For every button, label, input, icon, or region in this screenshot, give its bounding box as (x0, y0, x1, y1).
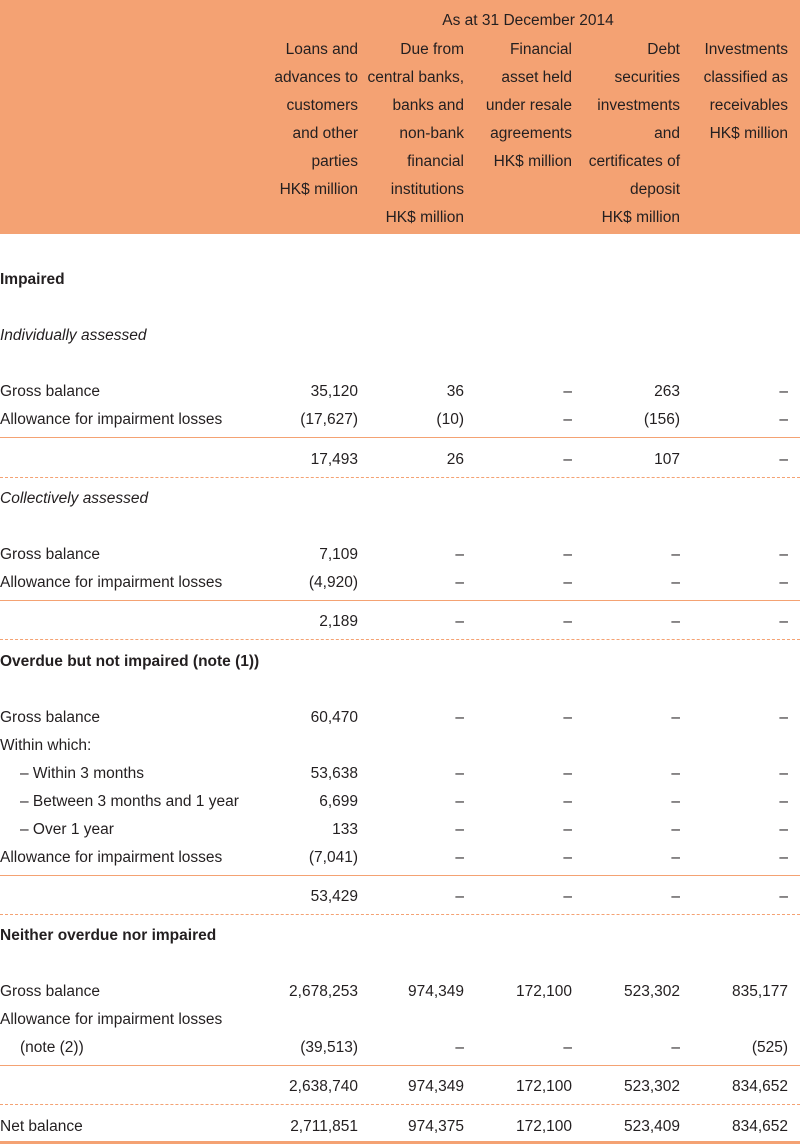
cell-investments-receivables: – (779, 821, 788, 838)
table-row (0, 322, 800, 350)
cell-loans-advances: 2,189 (319, 613, 358, 630)
subtotal-row (0, 1073, 800, 1101)
column-header-line: HK$ million (601, 209, 680, 226)
cell-due-from-banks: – (455, 709, 464, 726)
section-heading-row (0, 922, 800, 950)
table-row (0, 978, 800, 1006)
cell-due-from-banks: – (455, 613, 464, 630)
cell-loans-advances: 53,638 (310, 765, 358, 782)
cell-resale-agreements: – (563, 1039, 572, 1056)
section-divider (0, 1104, 800, 1105)
table-bottom-rule (0, 1141, 800, 1144)
row-label: Collectively assessed (0, 490, 149, 507)
cell-due-from-banks: 974,349 (407, 1078, 464, 1095)
column-header-line: banks and (392, 97, 464, 114)
column-header-line: HK$ million (385, 209, 464, 226)
table-row (0, 732, 800, 760)
period-heading: As at 31 December 2014 (442, 12, 614, 29)
row-label: (note (2)) (20, 1039, 84, 1056)
cell-debt-securities: – (671, 709, 680, 726)
column-header-line: Debt (647, 41, 680, 58)
column-header-due-from-banks (368, 36, 465, 232)
cell-debt-securities: – (671, 574, 680, 591)
cell-resale-agreements: 172,100 (515, 983, 572, 1000)
row-label: Net balance (0, 1118, 83, 1135)
cell-investments-receivables: – (779, 574, 788, 591)
cell-resale-agreements: – (563, 383, 572, 400)
cell-due-from-banks: 974,375 (407, 1118, 464, 1135)
cell-investments-receivables: (525) (751, 1039, 788, 1056)
cell-resale-agreements: – (563, 451, 572, 468)
row-label: Gross balance (0, 983, 100, 1000)
cell-investments-receivables: – (779, 613, 788, 630)
column-header-line: securities (614, 69, 680, 86)
cell-loans-advances: 133 (332, 821, 358, 838)
column-header-line: non-bank (399, 125, 464, 142)
column-header-line: HK$ million (493, 153, 572, 170)
cell-due-from-banks: – (455, 849, 464, 866)
cell-due-from-banks: – (455, 765, 464, 782)
row-label: – Between 3 months and 1 year (20, 793, 239, 810)
column-header-line: HK$ million (279, 181, 358, 198)
cell-loans-advances: (7,041) (308, 849, 358, 866)
cell-due-from-banks: – (455, 821, 464, 838)
cell-resale-agreements: – (563, 411, 572, 428)
cell-investments-receivables: 834,652 (731, 1118, 788, 1135)
section-heading-row (0, 266, 800, 294)
cell-due-from-banks: 974,349 (407, 983, 464, 1000)
table-row (0, 1006, 800, 1034)
cell-resale-agreements: – (563, 613, 572, 630)
table-header (0, 0, 800, 234)
cell-debt-securities: 263 (654, 383, 680, 400)
cell-investments-receivables: 834,652 (731, 1078, 788, 1095)
cell-loans-advances: 60,470 (310, 709, 358, 726)
row-label: Individually assessed (0, 327, 147, 344)
cell-loans-advances: (39,513) (300, 1039, 358, 1056)
table-row (0, 788, 800, 816)
cell-loans-advances: 2,711,851 (290, 1118, 358, 1135)
cell-due-from-banks: 36 (446, 383, 464, 400)
cell-investments-receivables: – (779, 849, 788, 866)
cell-resale-agreements: – (563, 793, 572, 810)
section-divider (0, 639, 800, 640)
total-rule (0, 600, 800, 601)
column-header-resale-agreements (486, 36, 572, 176)
cell-debt-securities: – (671, 1039, 680, 1056)
row-label: – Within 3 months (20, 765, 145, 782)
column-header-line: advances to (274, 69, 358, 86)
cell-resale-agreements: – (563, 709, 572, 726)
cell-loans-advances: 2,678,253 (289, 983, 358, 1000)
cell-investments-receivables: – (779, 793, 788, 810)
cell-investments-receivables: – (779, 411, 788, 428)
cell-investments-receivables: – (779, 546, 788, 563)
row-label: Impaired (0, 271, 65, 288)
cell-due-from-banks: 26 (446, 451, 464, 468)
cell-resale-agreements: – (563, 765, 572, 782)
row-label: Allowance for impairment losses (0, 1011, 223, 1028)
column-header-investments-receivables (704, 36, 788, 148)
table-row (0, 816, 800, 844)
row-label: Neither overdue nor impaired (0, 927, 217, 944)
cell-debt-securities: – (671, 546, 680, 563)
total-rule (0, 1065, 800, 1066)
section-heading-row (0, 648, 800, 676)
cell-debt-securities: – (671, 793, 680, 810)
column-header-loans-advances (274, 36, 358, 204)
cell-loans-advances: 6,699 (319, 793, 358, 810)
cell-debt-securities: 107 (654, 451, 680, 468)
cell-resale-agreements: 172,100 (515, 1118, 572, 1135)
cell-resale-agreements: – (563, 546, 572, 563)
cell-loans-advances: 17,493 (310, 451, 358, 468)
cell-resale-agreements: – (563, 574, 572, 591)
row-label: Overdue but not impaired (note (1)) (0, 653, 260, 670)
column-header-line: classified as (703, 69, 788, 86)
table-row (0, 569, 800, 597)
cell-debt-securities: 523,302 (623, 983, 680, 1000)
cell-investments-receivables: – (779, 888, 788, 905)
column-header-line: HK$ million (709, 125, 788, 142)
column-header-line: Loans and (285, 41, 358, 58)
column-header-line: receivables (709, 97, 788, 114)
cell-due-from-banks: – (455, 1039, 464, 1056)
section-divider (0, 477, 800, 478)
cell-investments-receivables: – (779, 383, 788, 400)
column-header-line: institutions (390, 181, 464, 198)
row-label: – Over 1 year (20, 821, 114, 838)
cell-due-from-banks: – (455, 793, 464, 810)
row-label: Within which: (0, 737, 92, 754)
column-header-line: asset held (501, 69, 572, 86)
column-header-line: deposit (630, 181, 680, 198)
table-row (0, 1034, 800, 1062)
column-header-line: and other (292, 125, 358, 142)
cell-loans-advances: 7,109 (319, 546, 358, 563)
column-header-line: central banks, (367, 69, 464, 86)
cell-due-from-banks: – (455, 574, 464, 591)
table-row (0, 485, 800, 513)
cell-debt-securities: – (671, 821, 680, 838)
column-header-debt-securities (589, 36, 680, 232)
section-divider (0, 914, 800, 915)
cell-loans-advances: 53,429 (310, 888, 358, 905)
cell-debt-securities: – (671, 613, 680, 630)
cell-loans-advances: (17,627) (300, 411, 358, 428)
table-row (0, 1113, 800, 1141)
column-header-line: Due from (400, 41, 464, 58)
table-row (0, 760, 800, 788)
cell-loans-advances: 2,638,740 (289, 1078, 358, 1095)
cell-investments-receivables: – (779, 709, 788, 726)
row-label: Allowance for impairment losses (0, 574, 223, 591)
subtotal-row (0, 883, 800, 911)
column-header-line: certificates of (588, 153, 680, 170)
row-label: Allowance for impairment losses (0, 411, 223, 428)
cell-loans-advances: 35,120 (310, 383, 358, 400)
column-header-line: investments (597, 97, 680, 114)
cell-debt-securities: 523,302 (623, 1078, 680, 1095)
cell-investments-receivables: – (779, 451, 788, 468)
table-row (0, 406, 800, 434)
cell-resale-agreements: – (563, 821, 572, 838)
cell-debt-securities: – (671, 765, 680, 782)
cell-loans-advances: (4,920) (308, 574, 358, 591)
cell-due-from-banks: – (455, 546, 464, 563)
cell-due-from-banks: – (455, 888, 464, 905)
total-rule (0, 437, 288, 438)
subtotal-row (0, 608, 800, 636)
row-label: Gross balance (0, 383, 100, 400)
row-label: Gross balance (0, 709, 100, 726)
cell-resale-agreements: 172,100 (515, 1078, 572, 1095)
cell-debt-securities: – (671, 888, 680, 905)
total-rule (288, 437, 800, 438)
cell-debt-securities: (156) (643, 411, 680, 428)
column-header-line: customers (286, 97, 358, 114)
cell-resale-agreements: – (563, 849, 572, 866)
row-label: Allowance for impairment losses (0, 849, 223, 866)
column-header-line: parties (311, 153, 358, 170)
cell-debt-securities: – (671, 849, 680, 866)
table-row (0, 541, 800, 569)
table-row (0, 844, 800, 872)
column-header-line: under resale (485, 97, 572, 114)
cell-due-from-banks: (10) (436, 411, 464, 428)
table-row (0, 704, 800, 732)
column-header-line: and (654, 125, 680, 142)
cell-investments-receivables: 835,177 (731, 983, 788, 1000)
column-header-line: Investments (704, 41, 788, 58)
subtotal-row (0, 446, 800, 474)
cell-investments-receivables: – (779, 765, 788, 782)
cell-resale-agreements: – (563, 888, 572, 905)
column-header-line: agreements (490, 125, 572, 142)
column-header-line: financial (407, 153, 464, 170)
table-row (0, 378, 800, 406)
column-header-line: Financial (509, 41, 572, 58)
cell-debt-securities: 523,409 (623, 1118, 680, 1135)
total-rule (0, 875, 800, 876)
row-label: Gross balance (0, 546, 100, 563)
